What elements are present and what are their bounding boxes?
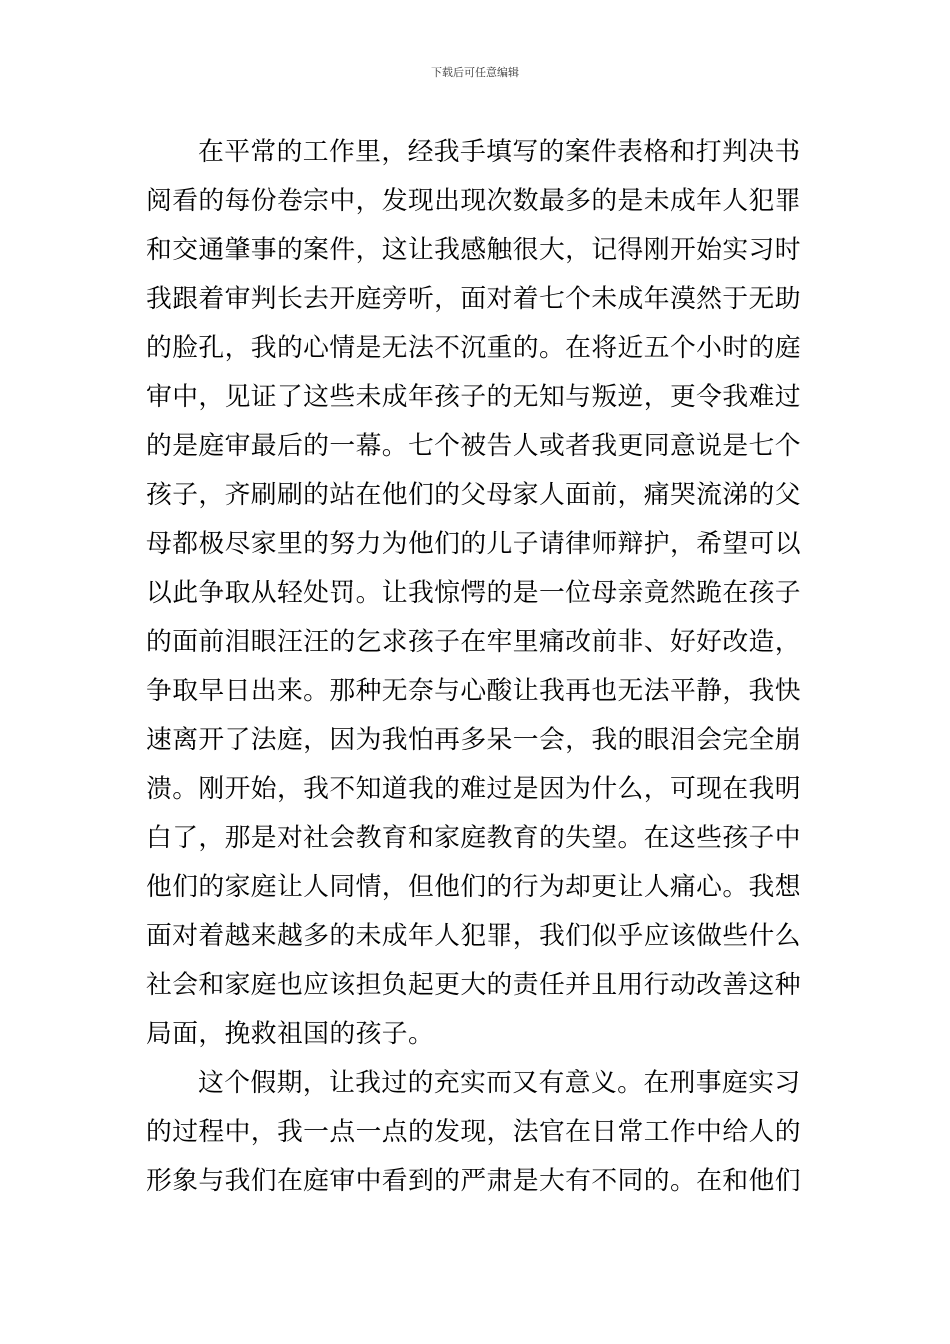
- text-line: 形象与我们在庭审中看到的严肃是大有不同的。在和他们: [146, 1166, 801, 1196]
- page-header: 下载后可任意编辑: [431, 66, 519, 79]
- text-line: 白了，那是对社会教育和家庭教育的失望。在这些孩子中: [146, 823, 801, 853]
- text-line: 阅看的每份卷宗中，发现出现次数最多的是未成年人犯罪: [146, 186, 801, 216]
- text-line: 溃。刚开始，我不知道我的难过是因为什么，可现在我明: [146, 774, 801, 804]
- text-line: 局面，挽救祖国的孩子。: [146, 1019, 435, 1049]
- text-line: 孩子，齐刷刷的站在他们的父母家人面前，痛哭流涕的父: [146, 480, 801, 510]
- text-line: 速离开了法庭，因为我怕再多呆一会，我的眼泪会完全崩: [146, 725, 801, 755]
- paragraph: [146, 1059, 804, 1206]
- text-line: 争取早日出来。那种无奈与心酸让我再也无法平静，我快: [146, 676, 801, 706]
- text-line: 社会和家庭也应该担负起更大的责任并且用行动改善这种: [146, 970, 801, 1000]
- text-line: 以此争取从轻处罚。让我惊愕的是一位母亲竟然跪在孩子: [146, 578, 801, 608]
- text-line: 我跟着审判长去开庭旁听，面对着七个未成年漠然于无助: [146, 284, 801, 314]
- text-line: 面对着越来越多的未成年人犯罪，我们似乎应该做些什么: [146, 921, 801, 951]
- text-line: 和交通肇事的案件，这让我感触很大，记得刚开始实习时: [146, 235, 801, 265]
- text-line: 他们的家庭让人同情，但他们的行为却更让人痛心。我想: [146, 872, 801, 902]
- text-line: 的是庭审最后的一幕。七个被告人或者我更同意说是七个: [146, 431, 801, 461]
- document-body: [146, 128, 804, 1206]
- text-line: 母都极尽家里的努力为他们的儿子请律师辩护，希望可以: [146, 529, 801, 559]
- paragraph: [146, 128, 804, 1059]
- text-line: 在平常的工作里，经我手填写的案件表格和打判决书: [198, 137, 801, 167]
- text-line: 这个假期，让我过的充实而又有意义。在刑事庭实习: [198, 1068, 801, 1098]
- text-line: 的过程中，我一点一点的发现，法官在日常工作中给人的: [146, 1117, 801, 1147]
- text-line: 的面前泪眼汪汪的乞求孩子在牢里痛改前非、好好改造，: [146, 627, 801, 657]
- text-line: 审中，见证了这些未成年孩子的无知与叛逆，更令我难过: [146, 382, 801, 412]
- text-line: 的脸孔，我的心情是无法不沉重的。在将近五个小时的庭: [146, 333, 801, 363]
